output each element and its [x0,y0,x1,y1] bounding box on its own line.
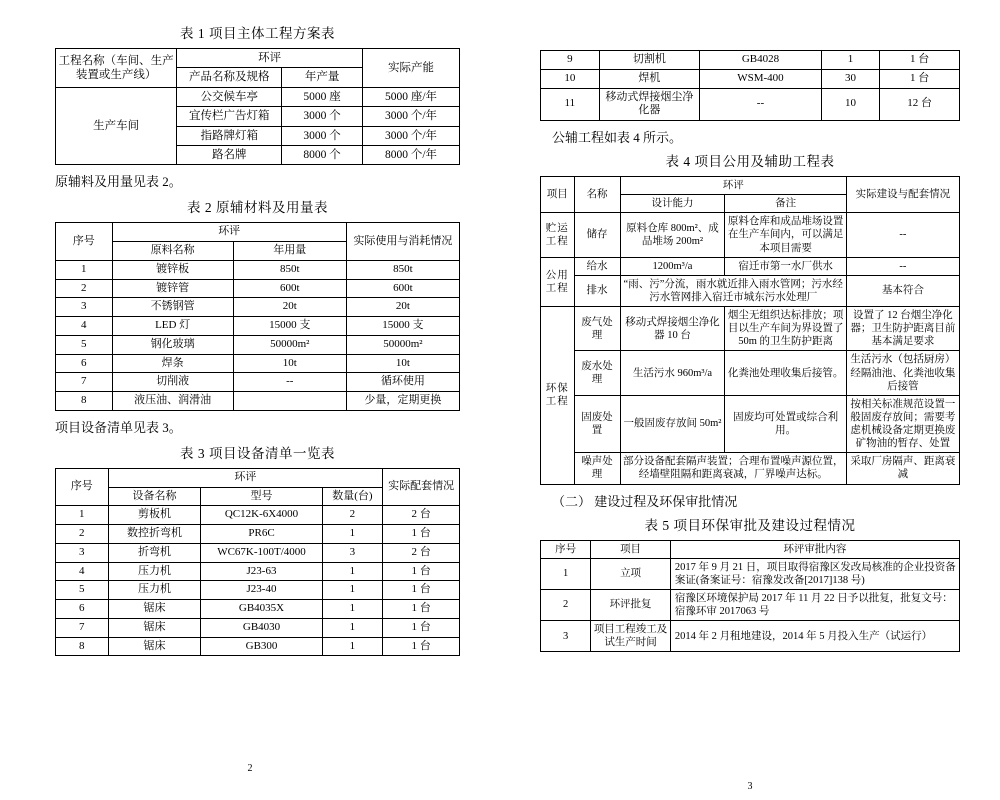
table3cont-cell: 1 [821,51,880,70]
table3cont-cell: 1 台 [880,69,960,88]
table4-header-group: 环评 [620,177,846,195]
table2-cell: 50000m² [233,335,346,354]
table-row [56,392,460,411]
page-number-left: 2 [247,763,253,774]
table2-header-col4: 实际使用与消耗情况 [346,223,459,261]
table4-header-sub1: 设计能力 [620,195,725,213]
table3-cell: 1 [322,637,383,656]
table3-cell: QC12K-6X4000 [201,506,322,525]
table3-cell: 数控折弯机 [108,525,201,544]
table-row [541,177,960,195]
table2-cell: 少量，定期更换 [346,392,459,411]
table1-cell: 公交候车亭 [177,87,282,106]
table3-cell: 1 台 [383,637,460,656]
table3-cell: 2 [56,525,109,544]
table4-actual: 生活污水（包括厨房）经隔油池、化粪池收集后接管 [846,351,959,395]
table5-title: 表 5 项目环保审批及建设过程情况 [644,517,856,533]
table2-cell: 切削液 [112,373,233,392]
table4-name: 废气处理 [574,307,620,351]
table-row [541,351,960,395]
table3-cell: 剪板机 [108,506,201,525]
table-raw-materials [55,222,460,411]
table2-cell: LED 灯 [112,317,233,336]
table2-cell: 15000 支 [346,317,459,336]
table3-cell: 1 台 [383,562,460,581]
table4-header-col5: 实际建设与配套情况 [846,177,959,213]
table-row [541,453,960,484]
table2-cell: 液压油、润滑油 [112,392,233,411]
page-number-right: 3 [747,781,753,792]
table3-cell: 4 [56,562,109,581]
table2-header-sub1: 原料名称 [112,242,233,261]
table-row [541,307,960,351]
table3-cell: 锯床 [108,600,201,619]
table2-cell: 15000 支 [233,317,346,336]
table5-cell: 2017 年 9 月 21 日，项目取得宿豫区发改局核准的企业投资备案证(备案证号：宿豫发改备[2017]138 号) [670,558,959,589]
table3-cell: 折弯机 [108,543,201,562]
table4-header-sub2: 备注 [725,195,847,213]
table2-cell: 3 [56,298,113,317]
table-row [541,540,960,558]
table-row [56,335,460,354]
table3cont-cell: GB4028 [700,51,822,70]
table2-cell: 循环使用 [346,373,459,392]
table3cont-cell: 12 台 [880,88,960,121]
table1-cell: 5000 座/年 [363,87,460,106]
table3-header-sub1: 设备名称 [108,487,201,506]
table4-note: 宿迁市第一水厂供水 [725,257,847,275]
table-row [56,223,460,242]
table3cont-cell: 1 台 [880,51,960,70]
table4-category: 环保工程 [541,307,575,485]
table2-cell: 7 [56,373,113,392]
table5-cell: 3 [541,621,591,652]
table-row [56,279,460,298]
table-row [56,49,460,68]
table5-cell: 环评批复 [591,589,671,620]
table3-cell: 压力机 [108,581,201,600]
table3cont-cell: 移动式焊接烟尘净化器 [599,88,700,121]
table-row [541,395,960,453]
table5-header-col3: 环评审批内容 [670,540,959,558]
table4-design: 部分设备配套隔声装置；合理布置噪声源位置，经墙壁阻隔和距离衰减，厂界噪声达标。 [620,453,846,484]
table2-title: 表 2 原辅材料及用量表 [187,200,328,216]
table5-cell: 1 [541,558,591,589]
table3-cell: 1 [322,562,383,581]
table3-header-group: 环评 [108,468,383,487]
table3-cell: 1 [56,506,109,525]
table3-cell: 5 [56,581,109,600]
table3-cell: PR6C [201,525,322,544]
table-row [56,260,460,279]
table1-cell: 3000 个/年 [363,126,460,145]
table3-cell: 锯床 [108,618,201,637]
table-project-main-works [55,48,460,165]
table5-cell: 2014 年 2 月租地建设，2014 年 5 月投入生产（试运行） [670,621,959,652]
table3cont-cell: 30 [821,69,880,88]
table4-actual: 设置了 12 台烟尘净化器；卫生防护距离目前基本满足要求 [846,307,959,351]
table1-title: 表 1 项目主体工程方案表 [180,26,335,41]
note-raw-materials: 原辅料及用量见表 2。 [55,174,182,190]
table-row [541,621,960,652]
table3-cell: 锯床 [108,637,201,656]
table4-design: 1200m³/a [620,257,725,275]
table4-design: 原料仓库 800m²、成品堆场 200m² [620,213,725,257]
table1-cell: 路名牌 [177,145,282,164]
table2-cell: -- [233,373,346,392]
table-row [541,51,960,70]
table2-cell: 4 [56,317,113,336]
table1-cell: 3000 个 [282,107,363,126]
table3cont-cell: 10 [541,69,600,88]
table2-cell: 20t [233,298,346,317]
table-row [541,88,960,121]
table1-cell: 指路牌灯箱 [177,126,282,145]
table-approval-process [540,540,960,653]
table-row [541,69,960,88]
table4-name: 储存 [574,213,620,257]
table3-cell: 压力机 [108,562,201,581]
table5-cell: 立项 [591,558,671,589]
table4-note: 原料仓库和成品堆场设置在生产车间内，可以满足本项目需要 [725,213,847,257]
table1-cell: 8000 个 [282,145,363,164]
table3-cell: 1 台 [383,525,460,544]
table-row [541,589,960,620]
table3-header-col5: 实际配套情况 [383,468,460,506]
table3-cell: 1 [322,581,383,600]
table-row [56,600,460,619]
table-row [56,618,460,637]
table3-cell: 2 台 [383,506,460,525]
table4-design: 移动式焊接烟尘净化器 10 台 [620,307,725,351]
table3-cell: 1 [322,618,383,637]
table-row [541,275,960,306]
table2-header-sub2: 年用量 [233,242,346,261]
table3-cell: 1 台 [383,581,460,600]
right-column [500,0,1000,800]
table2-cell: 600t [346,279,459,298]
table3cont-cell: WSM-400 [700,69,822,88]
table3-cell: GB4035X [201,600,322,619]
section-heading-construction: （二） 建设过程及环保审批情况 [552,493,738,509]
table5-header-col2: 项目 [591,540,671,558]
table3-cell: 3 [56,543,109,562]
table2-cell: 不锈钢管 [112,298,233,317]
table4-design: “雨、污”分流，雨水就近排入雨水管网；污水经污水管网排入宿迁市城东污水处理厂 [620,275,846,306]
table-equipment-list-continued [540,50,960,121]
table2-cell: 焊条 [112,354,233,373]
table2-cell: 1 [56,260,113,279]
table1-cell: 宜传栏广告灯箱 [177,107,282,126]
table3-title: 表 3 项目设备清单一览表 [180,445,335,461]
table1-rowspan-label: 生产车间 [56,87,177,165]
table-row [56,637,460,656]
table-row [56,373,460,392]
table4-category: 贮运工程 [541,213,575,257]
table2-cell: 850t [346,260,459,279]
table1-header-sub2: 年产量 [282,68,363,87]
table3-cell: 1 台 [383,600,460,619]
table3-cell: 2 台 [383,543,460,562]
table3-cell: 1 [322,600,383,619]
table-public-auxiliary-works [540,176,960,485]
table-row [56,298,460,317]
table-row [541,213,960,257]
table2-cell: 20t [346,298,459,317]
table4-category: 公用工程 [541,257,575,306]
table4-header-col1: 项目 [541,177,575,213]
table1-header-col1: 工程名称（车间、生产装置或生产线） [56,49,177,88]
table4-name: 固废处置 [574,395,620,453]
table3cont-cell: 焊机 [599,69,700,88]
table2-cell: 2 [56,279,113,298]
table1-cell: 8000 个/年 [363,145,460,164]
table4-actual: 基本符合 [846,275,959,306]
table4-note: 烟尘无组织达标排放；项目以生产车间为界设置了 50m 的卫生防护距离 [725,307,847,351]
table2-cell: 8 [56,392,113,411]
table-row [541,558,960,589]
table-row [56,525,460,544]
table3-cell: 3 [322,543,383,562]
table4-actual: 按相关标准规范设置一般固废存放间；需要考虑机械设备定期更换废矿物油的暂存、处置 [846,395,959,453]
table4-note: 固废均可处置或综合利用。 [725,395,847,453]
table5-cell: 2 [541,589,591,620]
table4-actual: -- [846,213,959,257]
table2-cell: 600t [233,279,346,298]
table3-cell: GB300 [201,637,322,656]
table4-title: 表 4 项目公用及辅助工程表 [665,154,835,169]
table3-header-sub3: 数量(台) [322,487,383,506]
table1-header-sub1: 产品名称及规格 [177,68,282,87]
table2-cell: 50000m² [346,335,459,354]
table2-cell [233,392,346,411]
table1-cell: 3000 个 [282,126,363,145]
table4-name: 排水 [574,275,620,306]
table3cont-cell: -- [700,88,822,121]
table-row [56,506,460,525]
table-row [56,543,460,562]
table3cont-cell: 切割机 [599,51,700,70]
table3cont-cell: 11 [541,88,600,121]
table1-cell: 3000 个/年 [363,107,460,126]
table-row [541,257,960,275]
table2-cell: 10t [346,354,459,373]
table3cont-cell: 10 [821,88,880,121]
table2-cell: 镀锌管 [112,279,233,298]
table3-cell: GB4030 [201,618,322,637]
table2-header-group: 环评 [112,223,346,242]
table1-cell: 5000 座 [282,87,363,106]
table3-cell: 2 [322,506,383,525]
table-row [56,354,460,373]
table2-cell: 5 [56,335,113,354]
table4-note: 化粪池处理收集后接管。 [725,351,847,395]
table4-name: 给水 [574,257,620,275]
table2-cell: 850t [233,260,346,279]
table3-cell: 7 [56,618,109,637]
table-row [56,87,460,106]
table-row [56,562,460,581]
table3-cell: J23-63 [201,562,322,581]
table5-cell: 宿豫区环境保护局 2017 年 11 月 22 日予以批复，批复文号：宿豫环审 2017063 号 [670,589,959,620]
table2-header-col1: 序号 [56,223,113,261]
table2-cell: 钢化玻璃 [112,335,233,354]
table2-cell: 6 [56,354,113,373]
note-public-works: 公辅工程如表 4 所示。 [552,130,683,145]
table2-cell: 10t [233,354,346,373]
table3-cell: J23-40 [201,581,322,600]
table1-header-group: 环评 [177,49,363,68]
table-row [56,317,460,336]
table3-header-col1: 序号 [56,468,109,506]
table3-cell: 1 [322,525,383,544]
note-equipment-list: 项目设备清单见表 3。 [55,419,182,435]
table5-cell: 项目工程竣工及试生产时间 [591,621,671,652]
table4-actual: 采取厂房隔声、距离衰减 [846,453,959,484]
table3-cell: WC67K-100T/4000 [201,543,322,562]
table-row [56,581,460,600]
table3-header-sub2: 型号 [201,487,322,506]
table3-cell: 8 [56,637,109,656]
table4-actual: -- [846,257,959,275]
table3cont-cell: 9 [541,51,600,70]
table2-cell: 镀锌板 [112,260,233,279]
table1-header-col4: 实际产能 [363,49,460,88]
table-row [56,468,460,487]
table4-header-col2: 名称 [574,177,620,213]
table3-cell: 1 台 [383,618,460,637]
table-equipment-list [55,468,460,657]
table4-name: 废水处理 [574,351,620,395]
table4-name: 噪声处理 [574,453,620,484]
table4-design: 生活污水 960m³/a [620,351,725,395]
table5-header-col1: 序号 [541,540,591,558]
table3-cell: 6 [56,600,109,619]
table4-design: 一般固废存放间 50m² [620,395,725,453]
